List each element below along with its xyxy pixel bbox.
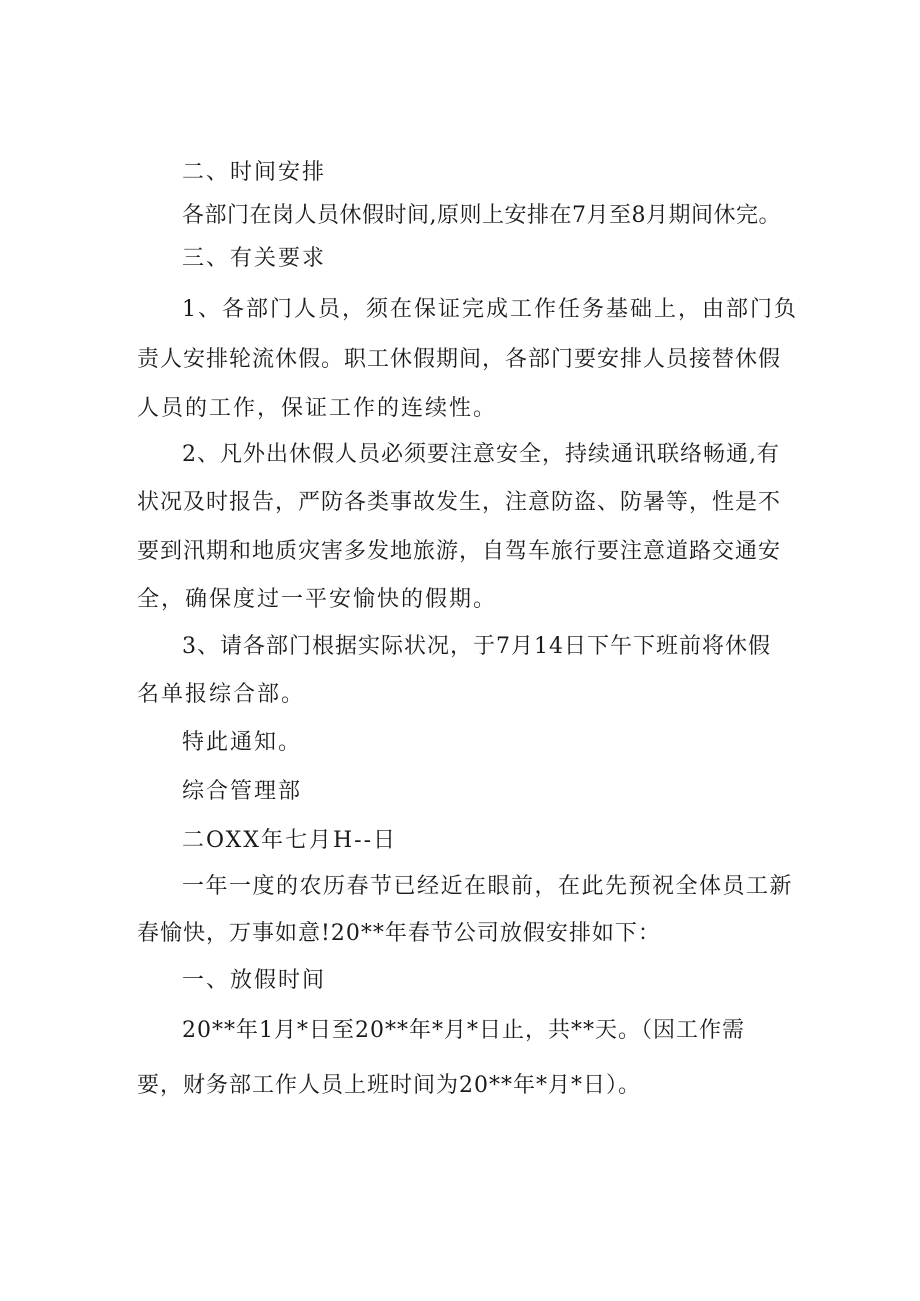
paragraph-line: 3、请各部门根据实际状况，于7月14日下午下班前将休假 [182,634,771,659]
paragraph-line: 责人安排轮流休假。职工休假期间，各部门要安排人员接替休假 [137,347,782,372]
paragraph-line: 要到汛期和地质灾害多发地旅游，自驾车旅行要注意道路交通安 [137,539,782,564]
paragraph-line: 要，财务部工作人员上班时间为20**年*月*日）。 [137,1073,641,1098]
paragraph-line: 春愉快，万事如意!20**年春节公司放假安排如下： [137,921,661,946]
heading-holiday-time: 一、放假时间 [182,968,327,993]
paragraph-line: 20**年1月*日至20**年*月*日止，共**天。（因工作需 [182,1018,745,1043]
paragraph-line: 各部门在岗人员休假时间,原则上安排在7月至8月期间休完。 [182,203,781,228]
paragraph-line: 状况及时报告，严防各类事故发生，注意防盗、防暑等，性是不 [137,490,782,515]
paragraph-line: 名单报综合部。 [137,682,306,707]
issue-date: 二OXX年七月H--日 [182,828,398,853]
heading-time-arrangement: 二、时间安排 [182,160,327,185]
paragraph-line: 人员的工作，保证工作的连续性。 [137,396,498,421]
issuing-department: 综合管理部 [182,779,303,804]
paragraph-line: 一年一度的农历春节已经近在眼前，在此先预祝全体员工新 [182,874,794,899]
notice-closing: 特此通知。 [182,730,303,755]
paragraph-line: 1、各部门人员，须在保证完成工作任务基础上，由部门负 [182,297,798,322]
heading-requirements: 三、有关要求 [182,246,327,271]
paragraph-line: 2、凡外出休假人员必须要注意安全，持续通讯联络畅通,有 [182,442,780,467]
paragraph-line: 全，确保度过一平安愉快的假期。 [137,587,498,612]
